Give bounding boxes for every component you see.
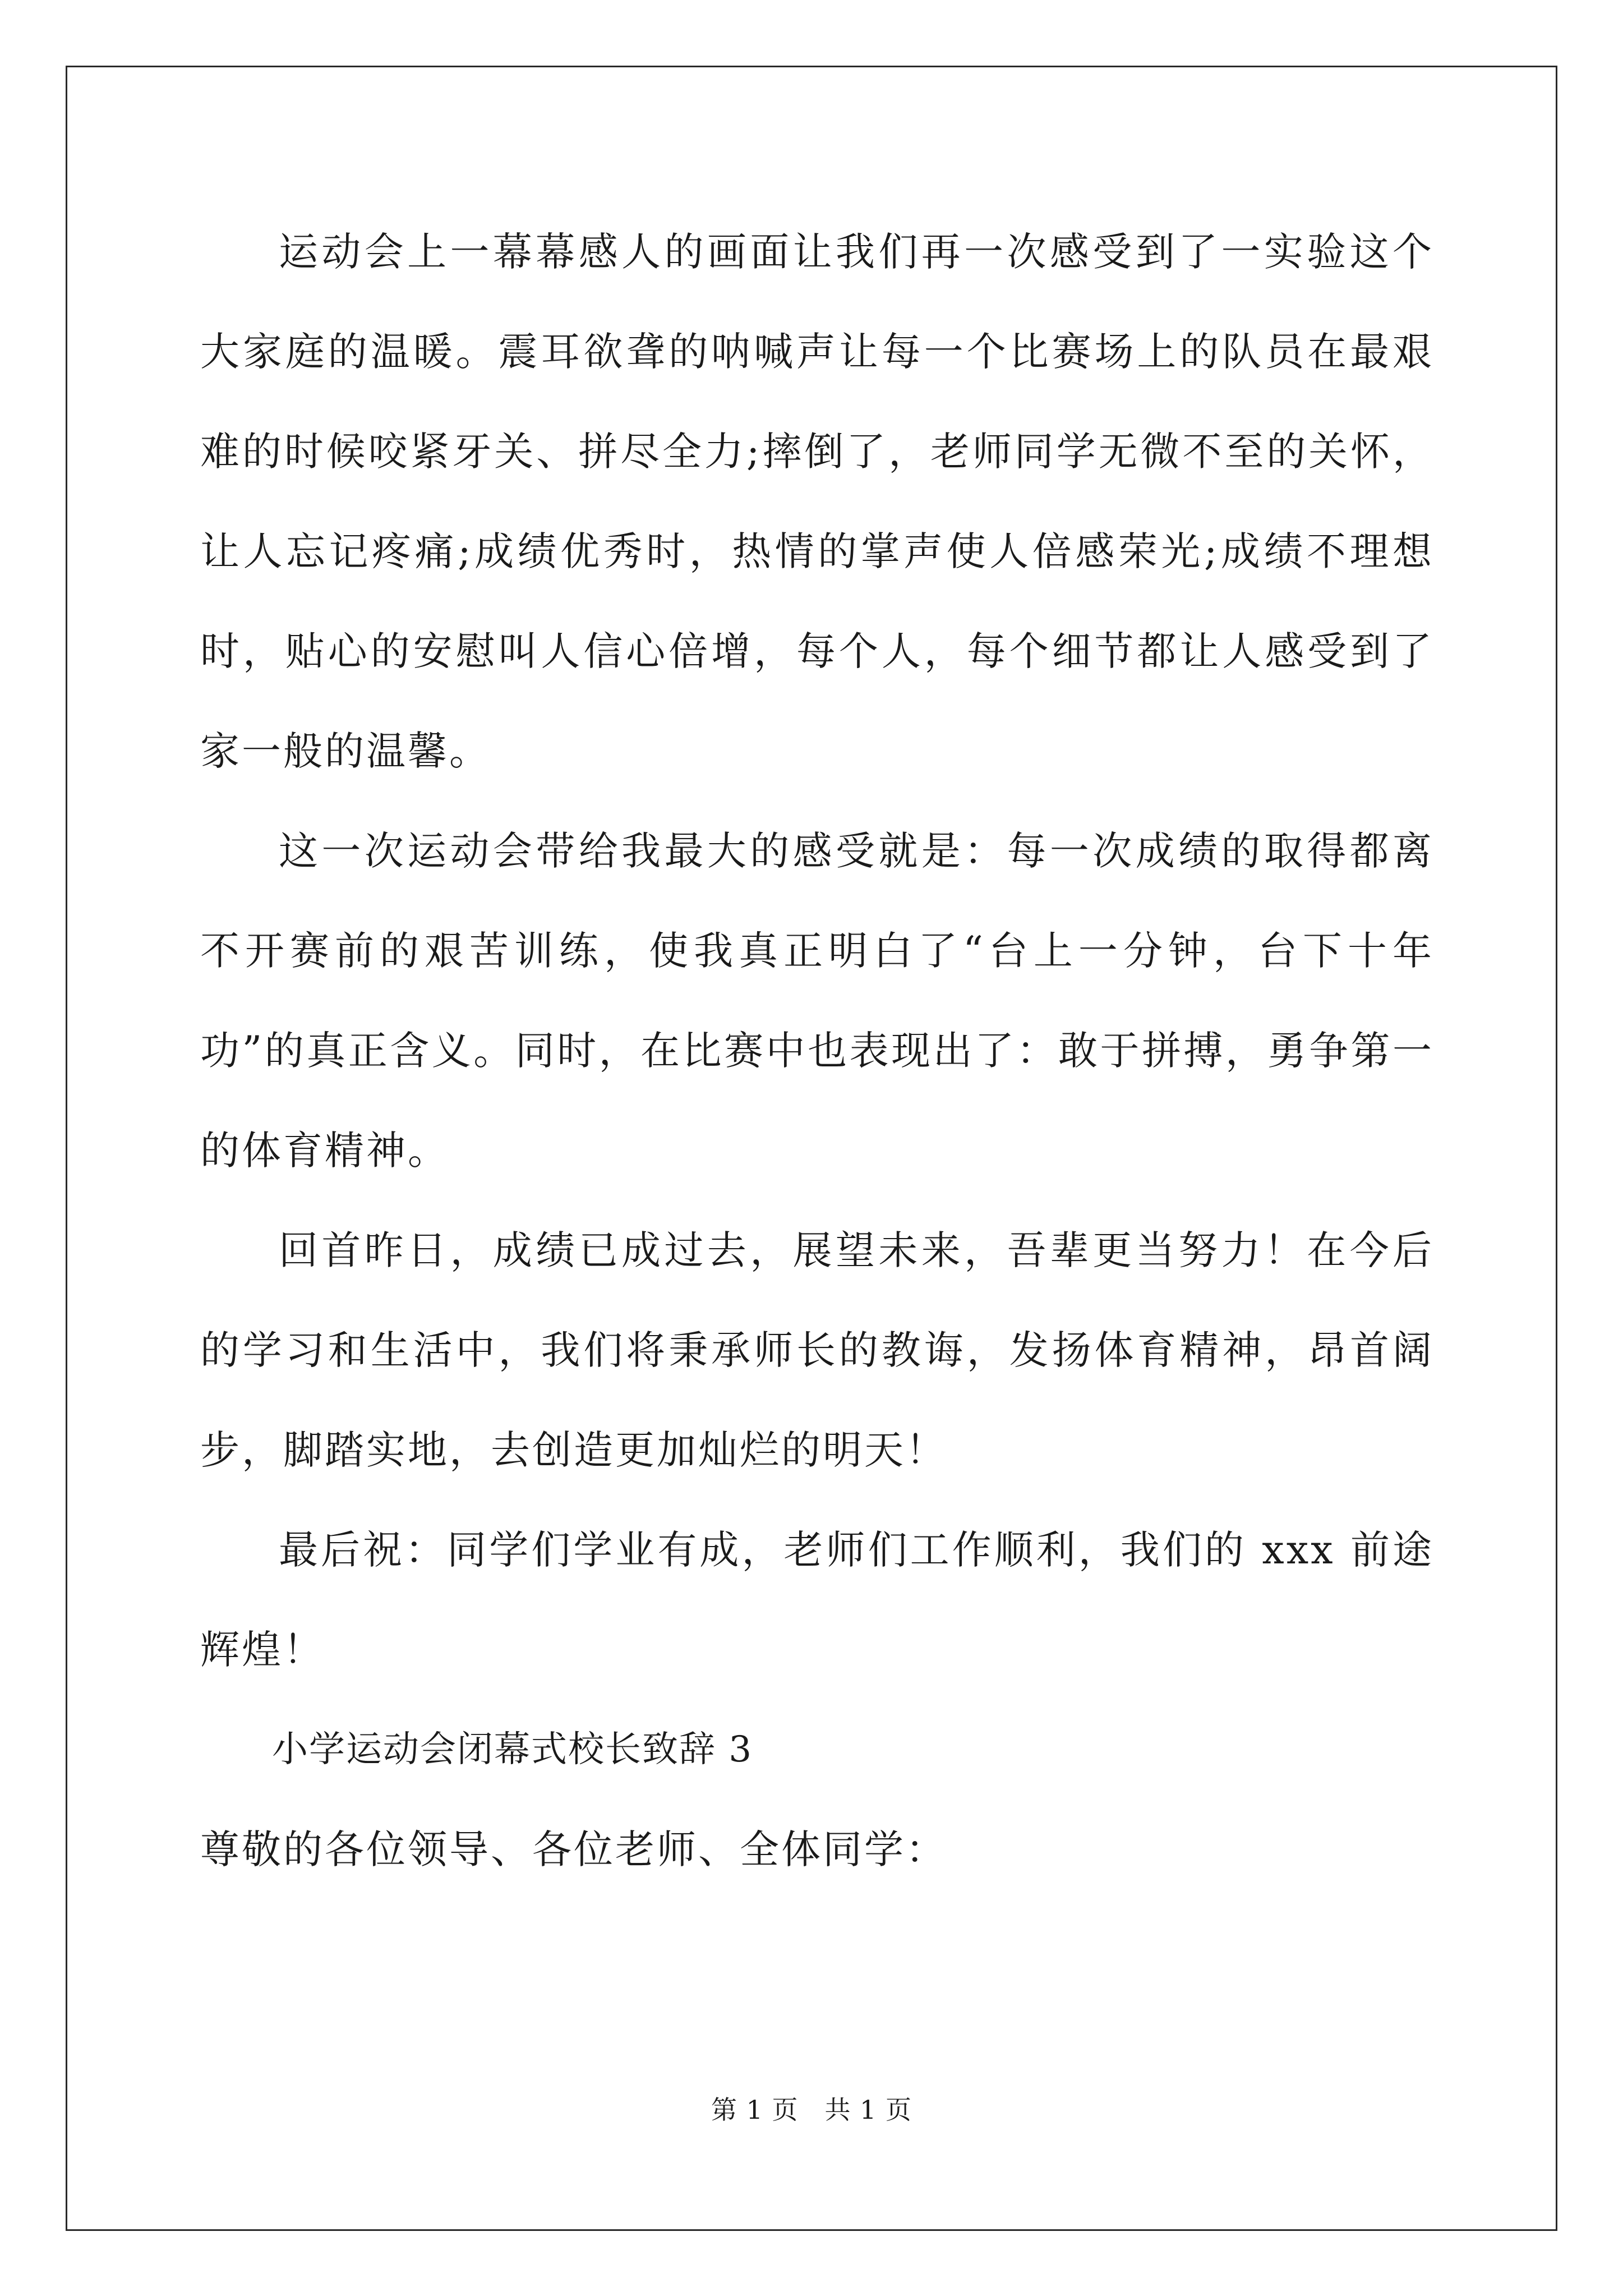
- page-footer: [0, 2090, 1623, 2127]
- page-number-total: 共 1 页: [824, 2095, 912, 2125]
- section-title: 小学运动会闭幕式校长致辞 3: [272, 1729, 753, 1770]
- paragraph-future: 回首昨日，成绩已成过去，展望未来，吾辈更当努力！在今后的学习和生活中，我们将秉承师长的教诲，发扬体育精神，昂首阔步，脚踏实地，去创造更加灿烂的明天！: [200, 1227, 1434, 1473]
- paragraph-warmth: 运动会上一幕幕感人的画面让我们再一次感受到了一实验这个大家庭的温暖。震耳欲聋的呐喊声让每一个比赛场上的队员在最艰难的时候咬紧牙关、拼尽全力;摔倒了，老师同学无微不至的关怀，让人忘记疼痛;成绩优秀时，热情的掌声使人倍感荣光;成绩不理想时，贴心的安慰叫人信心倍增，每个人，每个细节都让人感受到了家一般的温馨。: [200, 229, 1434, 774]
- document-body: [200, 202, 1434, 1899]
- paragraph-wishes: 最后祝：同学们学业有成，老师们工作顺利，我们的 xxx 前途辉煌！: [200, 1527, 1434, 1673]
- page-number-current: 第 1 页: [711, 2095, 799, 2125]
- salutation: 尊敬的各位领导、各位老师、全体同学：: [200, 1826, 947, 1872]
- paragraph-feelings: 这一次运动会带给我最大的感受就是：每一次成绩的取得都离不开赛前的艰苦训练，使我真正明白了“台上一分钟，台下十年功”的真正含义。同时，在比赛中也表现出了：敢于拼搏，勇争第一的体育精神。: [200, 828, 1434, 1174]
